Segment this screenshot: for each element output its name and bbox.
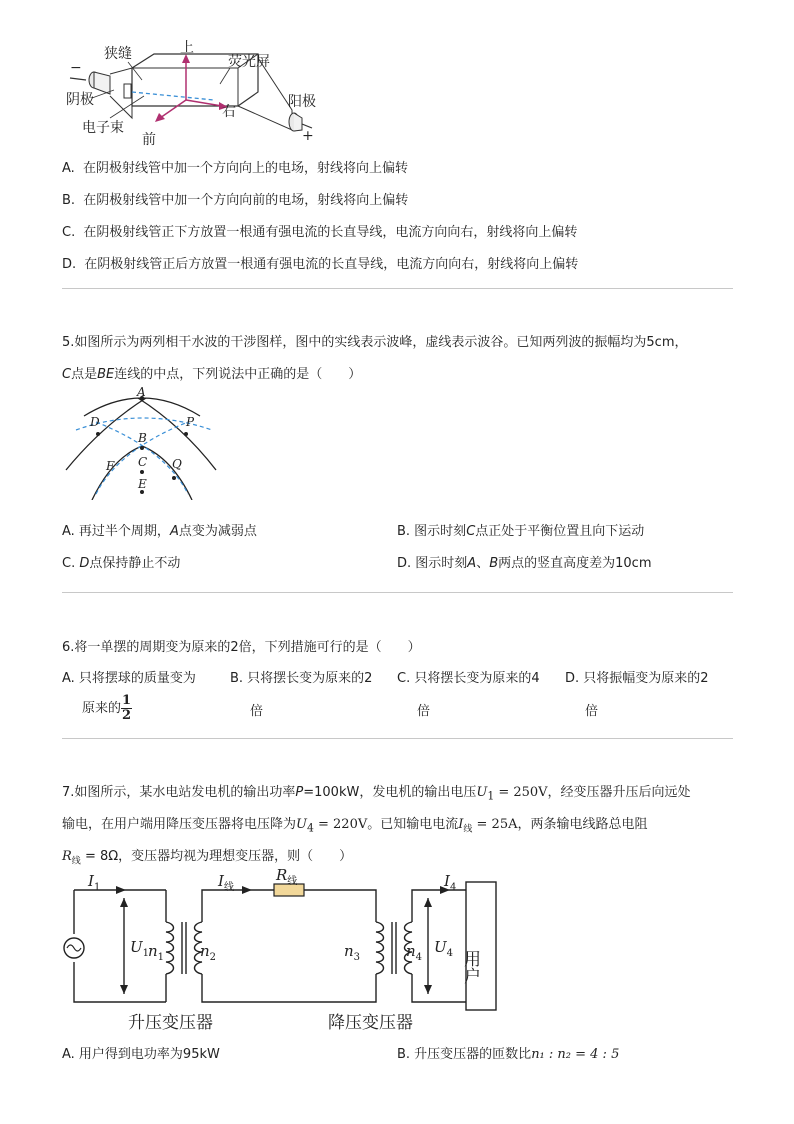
segment-be: BE — [97, 367, 115, 382]
label-i4: I — [444, 872, 450, 890]
text: D. 只将振幅变为原来的2 — [565, 671, 709, 686]
fraction — [121, 694, 132, 723]
svg-text:n2 — [200, 942, 216, 963]
q7-stem-line3 — [62, 845, 352, 867]
label-step-up: 升压变压器 — [128, 1013, 213, 1033]
q6-option-a[interactable] — [62, 667, 196, 723]
option-letter: B. — [62, 193, 76, 208]
svg-text:I1 — [87, 872, 100, 893]
q5-stem-line2 — [62, 363, 361, 382]
text: = 8Ω，变压器均视为理想变压器，则（ ） — [80, 849, 353, 864]
q4-option-b[interactable] — [62, 189, 408, 208]
subscript: 4 — [415, 952, 423, 963]
text: =100kW，发电机的输出电压 — [303, 785, 477, 800]
label-d: D — [90, 415, 100, 429]
label-iline: I — [218, 872, 224, 890]
label-n1: n — [148, 942, 158, 960]
q7-stem-line1 — [62, 781, 691, 803]
point: B — [489, 556, 499, 571]
svg-text:I4 — [443, 872, 456, 893]
q6-option-c[interactable] — [397, 667, 540, 719]
label-front: 前 — [142, 132, 156, 148]
option-text: 在阴极射线管正后方放置一根通有强电流的长直导线，电流方向向右，射线将向上偏转 — [84, 257, 579, 272]
label-n2: n — [200, 942, 210, 960]
text: C. 只将摆长变为原来的4 — [397, 671, 540, 686]
text: 两点的竖直高度差为10cm — [498, 556, 652, 571]
subscript: 4 — [306, 821, 314, 835]
svg-text:U4 — [434, 938, 453, 959]
text: 点保持静止不动 — [89, 556, 181, 571]
subscript: 4 — [446, 948, 454, 959]
label-i1: I — [88, 872, 94, 890]
q5-option-a[interactable] — [62, 520, 257, 539]
option-text: 在阴极射线管中加一个方向向上的电场，射线将向上偏转 — [82, 161, 408, 176]
subscript: 4 — [449, 882, 457, 893]
text: 倍 — [585, 704, 599, 719]
text: 倍 — [250, 704, 264, 719]
q5-option-b[interactable] — [397, 520, 644, 539]
label-user: 用户 — [460, 950, 480, 984]
label-q: Q — [172, 457, 182, 471]
option-text: A. 用户得到电功率为95kW — [62, 1047, 220, 1062]
text: = 250V，经变压器升压后向远处 — [494, 785, 691, 800]
label-u4: U — [434, 938, 447, 956]
label-p: P — [186, 415, 195, 429]
label-right: 右 — [222, 104, 236, 120]
q7-option-b[interactable] — [397, 1043, 619, 1062]
label-n4: n — [406, 942, 416, 960]
transmission-circuit-figure — [62, 866, 510, 1036]
q6-option-d[interactable] — [565, 667, 709, 719]
subscript: 2 — [209, 952, 217, 963]
text: 倍 — [417, 704, 431, 719]
var-u: U — [296, 817, 307, 832]
text: B. 只将摆长变为原来的2 — [230, 671, 373, 686]
text: 输电，在用户端用降压变压器将电压降为 — [62, 817, 297, 832]
text: C. — [62, 556, 80, 571]
subscript: 1 — [157, 952, 165, 963]
q5-option-c[interactable] — [62, 552, 180, 571]
svg-text:I线 — [217, 872, 234, 893]
label-anode: 阳极 — [288, 94, 316, 110]
point: C — [466, 524, 476, 539]
option-letter: C. — [62, 225, 76, 240]
label-beam: 电子束 — [82, 120, 124, 136]
option-text: 在阴极射线管中加一个方向向前的电场，射线将向上偏转 — [83, 193, 409, 208]
text: 点变为减弱点 — [178, 524, 257, 539]
option-letter: A. — [62, 161, 75, 176]
label-b: B — [138, 431, 147, 445]
subscript: 线 — [463, 824, 473, 835]
text: = 220V。已知输电电流 — [313, 817, 459, 832]
svg-text:R线 — [275, 866, 297, 887]
svg-text:U1 — [130, 938, 149, 959]
label-c: C — [138, 455, 148, 469]
svg-text:n3 — [344, 942, 360, 963]
label-minus: − — [70, 60, 82, 76]
q5-stem-line1: 5.如图所示为两列相干水波的干涉图样，图中的实线表示波峰，虚线表示波谷。已知两列波的振幅均为5cm， — [62, 335, 688, 350]
svg-text:n4 — [406, 942, 422, 963]
label-plus: + — [302, 128, 314, 144]
denominator: 2 — [122, 708, 132, 723]
label-u1: U — [130, 938, 143, 956]
var-p: P — [295, 785, 304, 800]
text: 原来的 — [82, 701, 122, 716]
label-cathode: 阴极 — [66, 92, 94, 108]
separator — [62, 288, 733, 289]
separator — [62, 738, 733, 739]
label-step-down: 降压变压器 — [328, 1013, 413, 1033]
var-u: U — [476, 785, 488, 800]
option-text: B. 升压变压器的匝数比 — [397, 1047, 532, 1062]
text: 点正处于平衡位置且向下运动 — [475, 524, 645, 539]
q7-option-a[interactable] — [62, 1043, 220, 1062]
subscript: 1 — [142, 948, 150, 959]
text: 点是 — [71, 367, 98, 382]
text: A. 再过半个周期， — [62, 524, 170, 539]
label-a: A — [137, 386, 146, 399]
numerator: 1 — [122, 693, 132, 708]
text: = 25A，两条输电线路总电阻 — [472, 817, 648, 832]
point-c: C — [62, 367, 72, 382]
var-r: R — [62, 849, 72, 864]
subscript: 3 — [353, 952, 361, 963]
option-text: 在阴极射线管正下方放置一根通有强电流的长直导线，电流方向向右，射线将向上偏转 — [83, 225, 578, 240]
point: A — [169, 524, 179, 539]
separator — [62, 592, 733, 593]
interference-figure — [62, 386, 222, 500]
text: 连线的中点，下列说法中正确的是（ ） — [114, 367, 362, 382]
cathode-ray-tube-figure — [62, 38, 332, 150]
q6-option-b[interactable] — [230, 667, 372, 719]
q6-stem: 6.将一单摆的周期变为原来的2倍，下列措施可行的是（ ） — [62, 640, 421, 655]
point: D — [79, 556, 90, 571]
label-screen: 荧光屏 — [228, 54, 270, 70]
subscript: 1 — [487, 789, 495, 803]
var-i: I — [458, 817, 464, 832]
svg-text:n1 — [148, 942, 164, 963]
q4-option-c[interactable] — [62, 221, 577, 240]
q4-option-d[interactable] — [62, 253, 578, 272]
label-n3: n — [344, 942, 354, 960]
subscript: 线 — [223, 882, 234, 893]
subscript: 线 — [287, 876, 298, 887]
q5-option-d[interactable] — [397, 552, 651, 571]
label-up: 上 — [180, 40, 194, 56]
text: D. 图示时刻 — [397, 556, 468, 571]
point: A — [467, 556, 477, 571]
text: 、 — [476, 556, 490, 571]
subscript: 1 — [93, 882, 101, 893]
label-slit: 狭缝 — [104, 46, 132, 62]
text: A. 只将摆球的质量变为 — [62, 671, 196, 686]
ratio-formula: n₁ : n₂ = 4 : 5 — [531, 1047, 620, 1062]
q7-stem-line2 — [62, 813, 647, 835]
label-rline: R — [276, 866, 288, 884]
label-e: E — [138, 477, 147, 491]
label-f: F — [106, 459, 115, 473]
text: 7.如图所示，某水电站发电机的输出功率 — [62, 785, 296, 800]
option-letter: D. — [62, 257, 77, 272]
q4-option-a[interactable] — [62, 157, 408, 176]
text: B. 图示时刻 — [397, 524, 467, 539]
subscript: 线 — [71, 856, 81, 867]
